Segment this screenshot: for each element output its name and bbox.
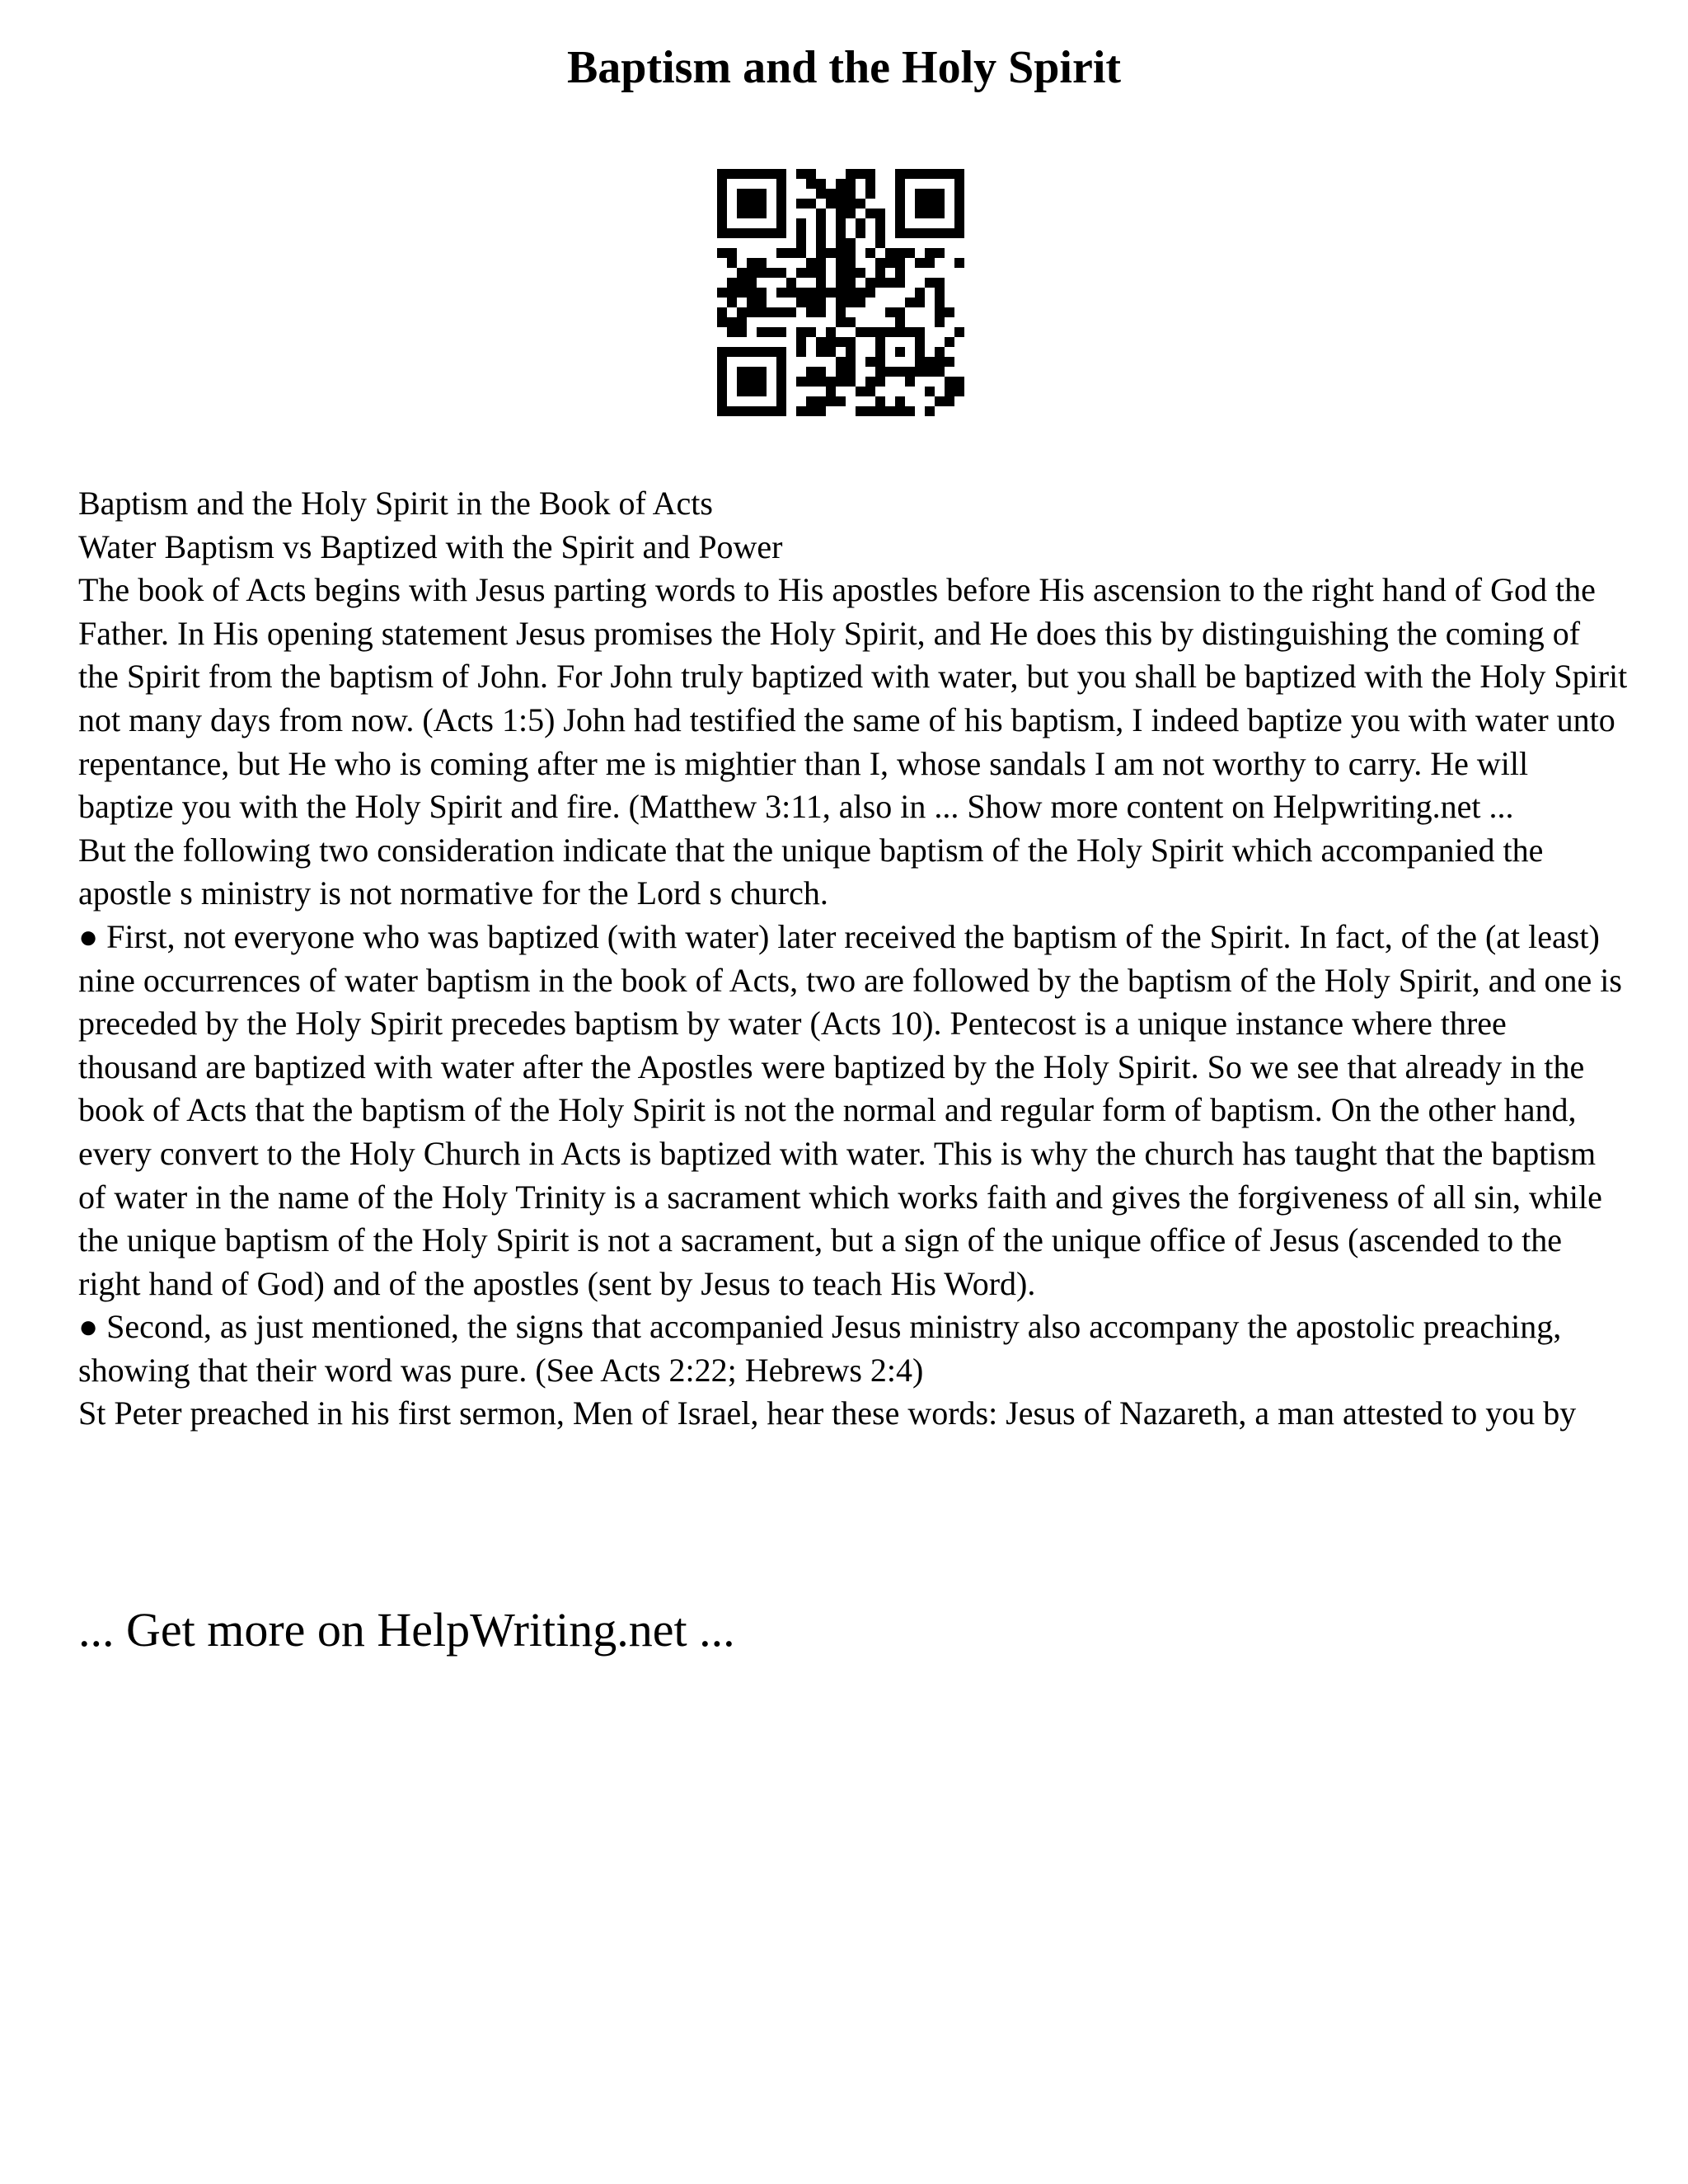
body-paragraph: St Peter preached in his first sermon, Men of Israel, hear these words: Jesus of Nazareth, a man attested to you by: [78, 1394, 1577, 1432]
body-paragraph: The book of Acts begins with Jesus parting words to His apostles before His ascension to the right hand of God the Father. In His opening statement Jesus promises the Holy Spirit, and He does this by distinguishing the coming of the Spirit from the baptism of John. For John truly baptized with water, but you shall be baptized with the Holy Spirit not many days from now. (Acts 1:5) John had testified the same of his baptism, I indeed baptize you with water unto repentance, but He who is coming after me is mightier than I, whose sandals I am not worthy to carry. He will baptize you with the Holy Spirit and fire. (Matthew 3:11, also in ... Show more content on Helpwriting.net ...: [78, 571, 1628, 826]
qr-code-icon: [717, 169, 964, 416]
body-paragraph: But the following two consideration indicate that the unique baptism of the Holy Spirit which accompanied the apostle s ministry is not normative for the Lord s church.: [78, 831, 1544, 912]
bullet-paragraph: ● First, not everyone who was baptized (with water) later received the baptism of the Spirit. In fact, of the (at least) nine occurrences of water baptism in the book of Acts, two are followed by the baptism of the Holy Spirit, and one is preceded by the Holy Spirit precedes baptism by water (Acts 10). Pentecost is a unique instance where three thousand are baptized with water after the Apostles were baptized by the Holy Spirit. So we see that already in the book of Acts that the baptism of the Holy Spirit is not the normal and regular form of baptism. On the other hand, every convert to the Holy Church in Acts is baptized with water. This is why the church has taught that the baptism of water in the name of the Holy Trinity is a sacrament which works faith and gives the forgiveness of all sin, while the unique baptism of the Holy Spirit is not a sacrament, but a sign of the unique office of Jesus (ascended to the right hand of God) and of the apostles (sent by Jesus to teach His Word).: [78, 917, 1622, 1302]
get-more-link[interactable]: ... Get more on HelpWriting.net ...: [78, 1603, 735, 1657]
document-body: [78, 482, 1628, 1436]
heading-line: Baptism and the Holy Spirit in the Book of Acts: [78, 485, 713, 522]
subheading-line: Water Baptism vs Baptized with the Spirit and Power: [78, 527, 783, 565]
page-title: Baptism and the Holy Spirit: [566, 42, 1122, 93]
bullet-paragraph: ● Second, as just mentioned, the signs that accompanied Jesus ministry also accompany the apostolic preaching, showing that their word was pure. (See Acts 2:22; Hebrews 2:4): [78, 1308, 1562, 1389]
